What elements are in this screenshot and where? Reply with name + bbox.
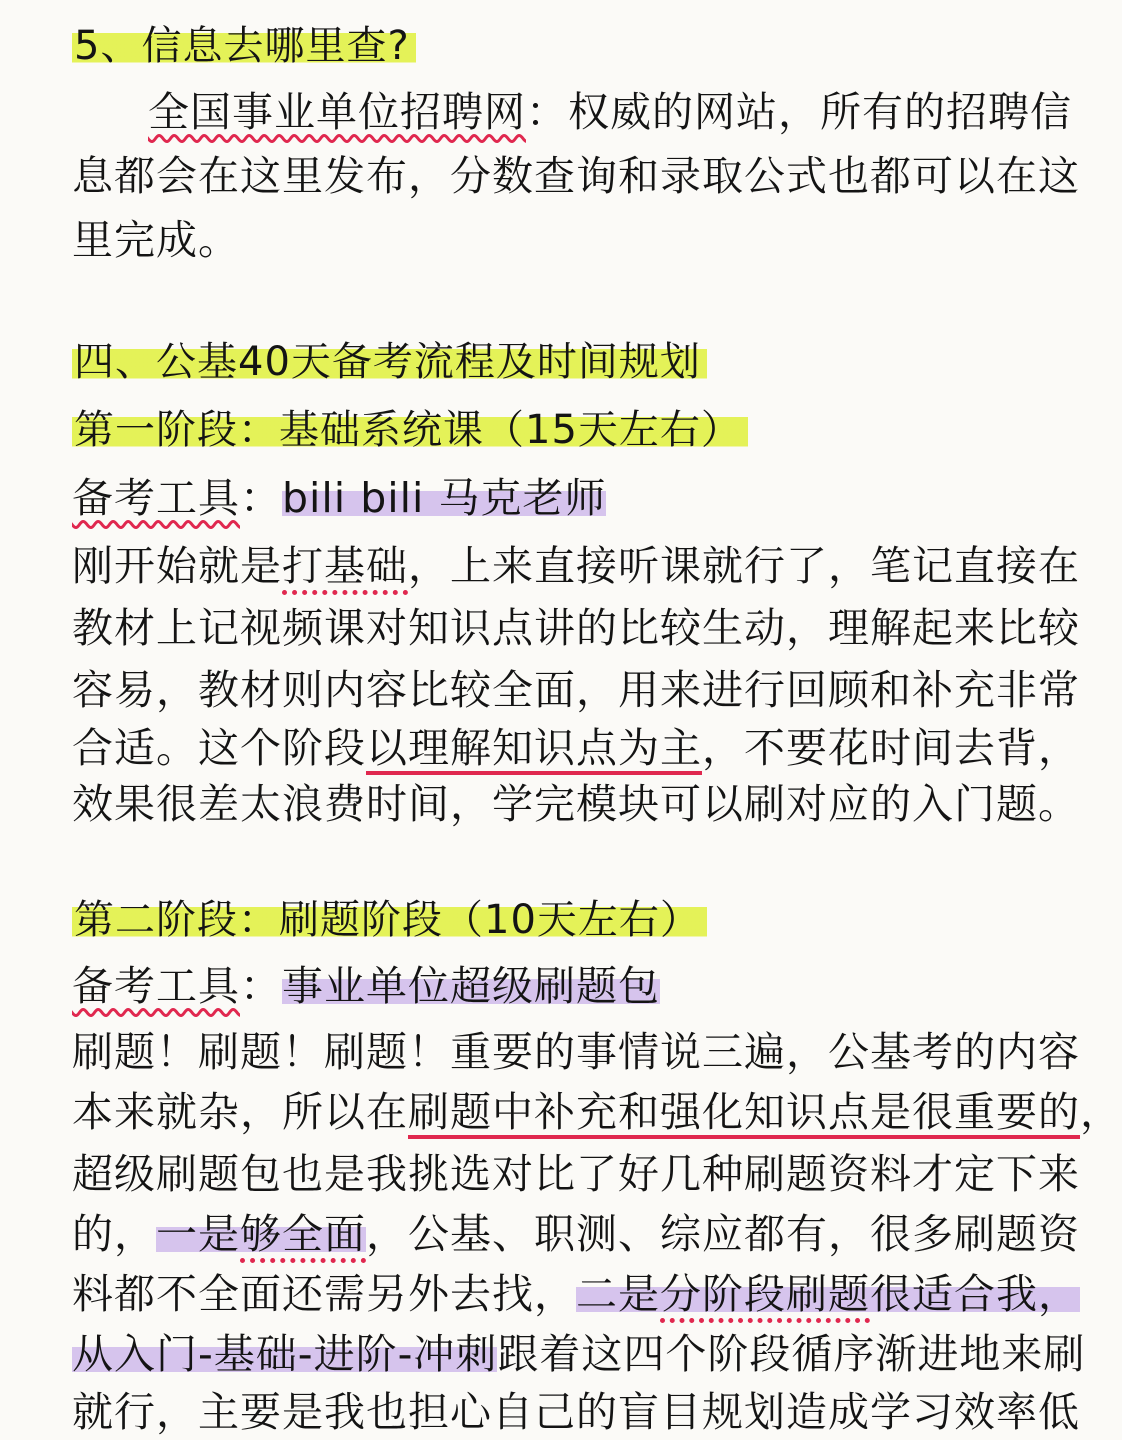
section-5-heading xyxy=(72,18,416,74)
text-span: 料都不全面还需另外去找， xyxy=(72,1270,576,1318)
recruitment-site-name: 全国事业单位招聘网 xyxy=(148,88,526,136)
emphasis-first: 一是 xyxy=(156,1210,240,1258)
text-span: ，公基、职测、综应都有，很多刷题资 xyxy=(366,1210,1080,1258)
section-5-paragraph-line-1 xyxy=(148,84,1072,140)
emphasis-suits-me: 很适合我， xyxy=(870,1270,1080,1318)
emphasis-four-stages: 从入门-基础-进阶-冲刺 xyxy=(72,1330,498,1378)
stage-2-title: 第二阶段：刷题阶段（10天左右） xyxy=(72,897,707,943)
text-span: 合适。这个阶段 xyxy=(72,724,366,772)
emphasis-second: 二是 xyxy=(576,1270,660,1318)
emphasis-practice-knowledge: 刷题中补充和强化知识点是很重要的 xyxy=(408,1088,1080,1136)
emphasis-build-foundation: 打基础 xyxy=(282,542,408,590)
section-4-heading xyxy=(72,334,707,390)
stage-2-line-1: 刷题！刷题！刷题！重要的事情说三遍，公基考的内容 xyxy=(72,1028,1080,1076)
stage-2-line-5 xyxy=(72,1266,1080,1322)
stage-1-line-5: 效果很差太浪费时间，学完模块可以刷对应的入门题。 xyxy=(72,780,1080,828)
text-span: 刚开始就是 xyxy=(72,542,282,590)
stage-2-line-7: 就行，主要是我也担心自己的盲目规划造成学习效率低 xyxy=(72,1388,1080,1436)
stage-2-heading xyxy=(72,892,707,948)
stage-2-tool-line xyxy=(72,958,660,1014)
stage-1-line-1 xyxy=(72,538,1080,594)
text-span: ，上来直接听课就行了，笔记直接在 xyxy=(408,542,1080,590)
text-span: 的， xyxy=(72,1210,156,1258)
stage-2-line-3: 超级刷题包也是我挑选对比了好几种刷题资料才定下来 xyxy=(72,1150,1080,1198)
section-4-title: 四、公基40天备考流程及时间规划 xyxy=(72,339,707,385)
stage-1-line-2: 教材上记视频课对知识点讲的比较生动，理解起来比较 xyxy=(72,604,1080,652)
section-5-paragraph-line-2: 息都会在这里发布，分数查询和录取公式也都可以在这 xyxy=(72,152,1080,200)
section-5-paragraph-line-3: 里完成。 xyxy=(72,216,240,264)
text-span: ： xyxy=(240,474,282,522)
section-5-title: 5、信息去哪里查? xyxy=(72,23,416,69)
text-span: 本来就杂，所以在 xyxy=(72,1088,408,1136)
emphasis-staged-practice: 分阶段刷题 xyxy=(660,1270,870,1318)
text-span: ，不要花时间去背， xyxy=(702,724,1080,772)
stage-1-title: 第一阶段：基础系统课（15天左右） xyxy=(72,407,748,453)
stage-1-line-3: 容易，教材则内容比较全面，用来进行回顾和补充非常 xyxy=(72,666,1080,714)
emphasis-understanding: 以理解知识点为主 xyxy=(366,724,702,772)
stage-2-tool-label: 备考工具 xyxy=(72,962,240,1010)
text-span: ： xyxy=(240,962,282,1010)
text-span: ：权威的网站，所有的招聘信 xyxy=(526,88,1072,136)
text-span: ， xyxy=(1080,1088,1122,1136)
stage-1-heading xyxy=(72,402,748,458)
stage-1-tool-label: 备考工具 xyxy=(72,474,240,522)
stage-2-tool-value: 事业单位超级刷题包 xyxy=(282,962,660,1010)
stage-2-line-6 xyxy=(72,1326,1085,1382)
stage-2-line-4 xyxy=(72,1206,1080,1262)
emphasis-comprehensive: 够全面 xyxy=(240,1210,366,1258)
stage-1-tool-value: bili bili 马克老师 xyxy=(282,474,607,522)
stage-2-line-2 xyxy=(72,1084,1122,1140)
stage-1-tool-line xyxy=(72,470,606,526)
text-span: 跟着这四个阶段循序渐进地来刷 xyxy=(497,1330,1086,1378)
stage-1-line-4 xyxy=(72,720,1080,776)
